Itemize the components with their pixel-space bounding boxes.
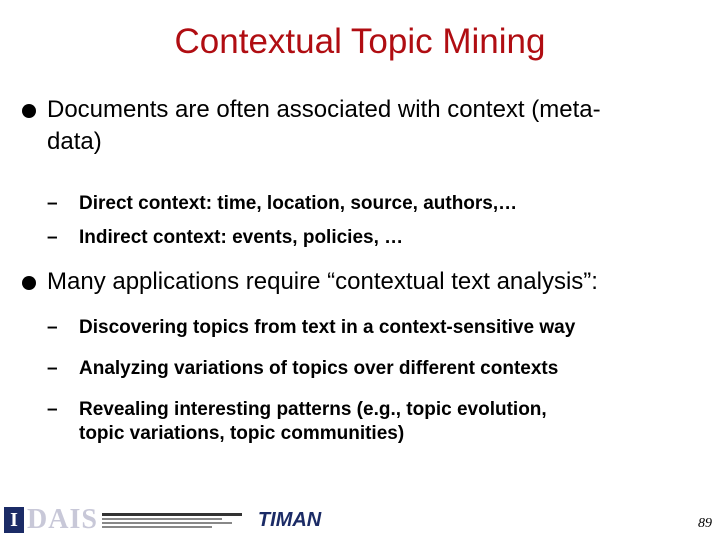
- dash-icon: –: [47, 358, 58, 379]
- sub-bullet-2-1: [47, 316, 575, 340]
- sub-bullet-text: Indirect context: events, policies, …: [79, 227, 404, 248]
- sub-bullet-text: Direct context: time, location, source, authors,…: [79, 193, 518, 214]
- dash-icon: –: [47, 317, 58, 338]
- sub-bullet-3-line-1: Revealing interesting patterns (e.g., topic evolution,: [79, 399, 547, 420]
- sub-bullet-text: [79, 398, 547, 446]
- bullet-1: [22, 94, 601, 158]
- dash-icon: –: [47, 399, 58, 420]
- sub-bullet-2-2: [47, 357, 558, 381]
- dash-icon: –: [47, 193, 58, 214]
- bullet-2-line-1: Many applications require “contextual text analysis”:: [47, 268, 598, 295]
- lab-name-logo: [102, 513, 252, 528]
- sub-bullet-text: Discovering topics from text in a context-sensitive way: [79, 317, 576, 338]
- dais-logo: DAIS: [27, 504, 98, 535]
- timan-logo: TIMAN: [257, 508, 322, 531]
- sub-bullet-3-line-2: topic variations, topic communities): [79, 423, 405, 444]
- sub-bullet-1-1: [47, 192, 517, 216]
- bullet-2-text: [47, 266, 598, 298]
- bullet-2: [22, 266, 598, 298]
- bullet-dot-icon: [22, 276, 36, 290]
- slide-title: Contextual Topic Mining: [174, 22, 546, 61]
- sub-bullet-2-3: [47, 398, 547, 446]
- dash-icon: –: [47, 227, 58, 248]
- illinois-logo: I: [4, 507, 24, 533]
- page-number: 89: [698, 516, 712, 531]
- bullet-1-line-1: Documents are often associated with context (meta-: [47, 96, 601, 123]
- sub-bullet-text: Analyzing variations of topics over different contexts: [79, 358, 559, 379]
- sub-bullet-1-2: [47, 226, 403, 250]
- bullet-1-line-2: data): [47, 128, 102, 155]
- footer-logos: [4, 502, 321, 538]
- bullet-dot-icon: [22, 104, 36, 118]
- bullet-1-text: [47, 94, 601, 158]
